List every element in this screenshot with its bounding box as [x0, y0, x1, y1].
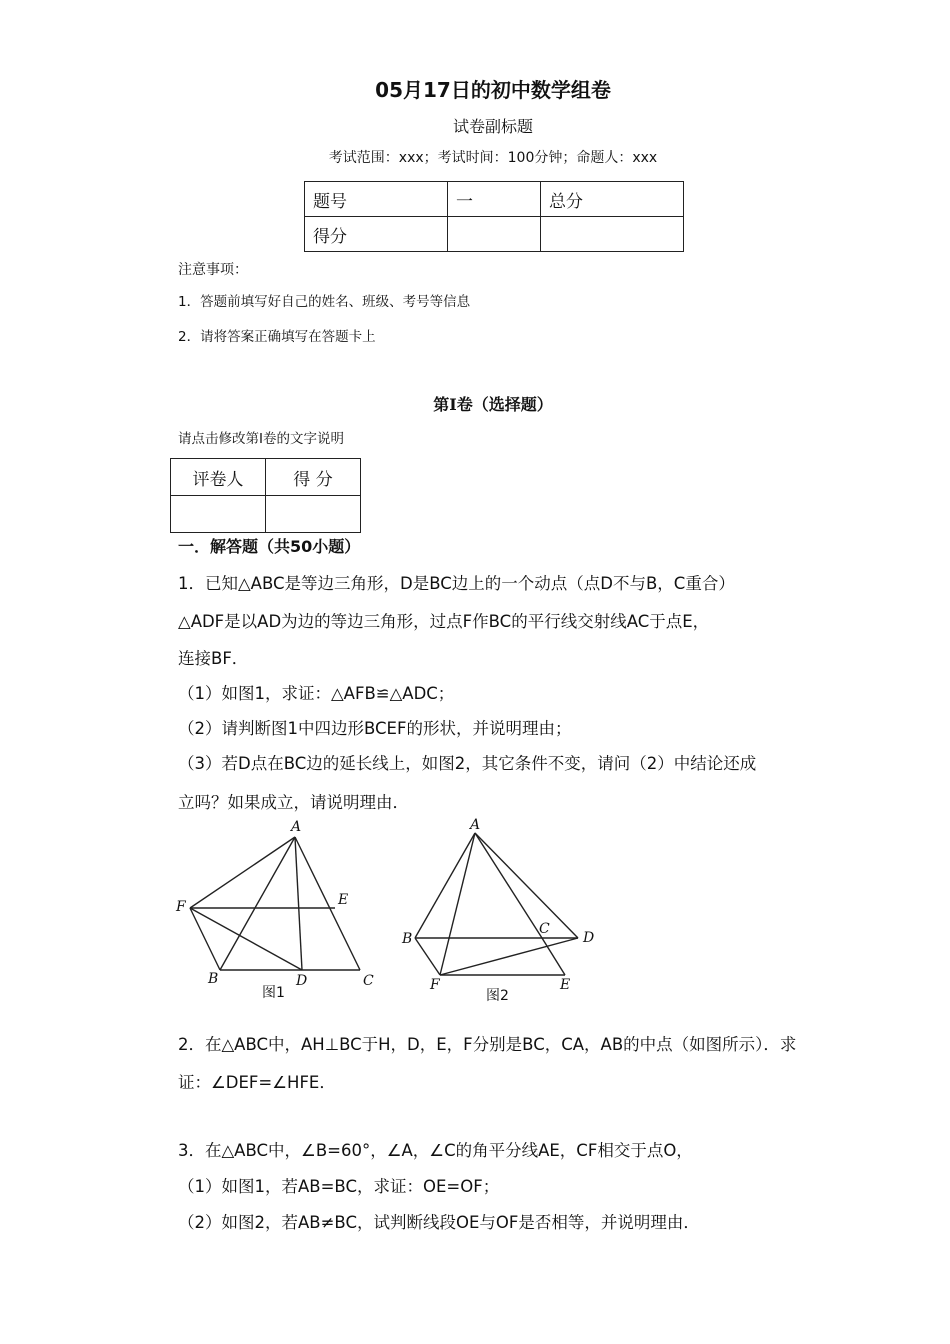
grader-cell: 评卷人 [171, 459, 266, 496]
question-line: 证：∠DEF=∠HFE． [178, 1073, 336, 1092]
question-line: （1）如图1，求证：△AFB≌△ADC； [178, 684, 455, 703]
segment-CE [542, 938, 565, 975]
section-title: 第Ⅰ卷（选择题） [433, 395, 553, 414]
question-line: （3）若D点在BC边的延长线上，如图2，其它条件不变，请问（2）中结论还成 [178, 754, 757, 773]
point-label: F [176, 899, 186, 915]
question-line: 1．已知△ABC是等边三角形，D是BC边上的一个动点（点D不与B，C重合） [178, 574, 735, 593]
segment-AD [475, 833, 578, 938]
score-table-row [305, 217, 684, 252]
segment-AC [295, 837, 360, 970]
score-table [304, 181, 684, 252]
notice-heading: 注意事项： [178, 262, 248, 278]
point-label: F [430, 977, 440, 993]
question-line: （2）如图2，若AB≠BC，试判断线段OE与OF是否相等，并说明理由． [178, 1213, 700, 1232]
grader-cell: 得 分 [266, 459, 361, 496]
point-label: D [583, 930, 595, 946]
score-cell [541, 217, 684, 252]
segment-FD [190, 908, 302, 970]
notice-item: 2．请将答案正确填写在答题卡上 [178, 329, 376, 345]
grader-row [171, 459, 361, 496]
exam-info: 考试范围：xxx；考试时间：100分钟；命题人：xxx [328, 150, 658, 166]
notice-item: 1．答题前填写好自己的姓名、班级、考号等信息 [178, 294, 471, 310]
figure-caption: 图1 [262, 985, 285, 1001]
point-label: B [402, 931, 413, 947]
question-line: 连接BF． [178, 649, 249, 668]
point-label: E [338, 892, 349, 908]
point-label: C [539, 921, 550, 937]
question-line: 2．在△ABC中，AH⊥BC于H，D，E，F分别是BC，CA，AB的中点（如图所示）．求 [178, 1035, 797, 1054]
score-cell: 总分 [541, 182, 684, 217]
grader-cell [266, 496, 361, 533]
score-cell [448, 217, 541, 252]
point-label: A [470, 817, 481, 833]
segment-FB [190, 908, 220, 970]
section-note: 请点击修改第I卷的文字说明 [178, 431, 344, 447]
segment-FD [440, 938, 578, 975]
segment-AB [415, 833, 475, 938]
question-line: △ADF是以AD为边的等边三角形，过点F作BC的平行线交射线AC于点E， [178, 612, 710, 631]
point-label: E [560, 977, 571, 993]
exam-subtitle: 试卷副标题 [452, 117, 533, 136]
grader-row [171, 496, 361, 533]
score-cell: 题号 [305, 182, 448, 217]
segment-AF [190, 837, 295, 908]
part-title: 一．解答题（共50小题） [178, 537, 361, 556]
figure-2-lines [415, 833, 578, 975]
segment-AB [220, 837, 295, 970]
grader-cell [171, 496, 266, 533]
segment-AC [475, 833, 542, 938]
point-label: B [208, 971, 219, 987]
question-line: 立吗？如果成立，请说明理由． [178, 793, 409, 812]
segment-AD [295, 837, 302, 970]
question-line: （1）如图1，若AB=BC，求证：OE=OF； [178, 1177, 500, 1196]
figure-1-lines [190, 837, 360, 970]
point-label: D [296, 973, 308, 989]
question-line: 3．在△ABC中，∠B=60°，∠A，∠C的角平分线AE，CF相交于点O， [178, 1141, 693, 1160]
segment-AF [440, 833, 475, 975]
score-table-row [305, 182, 684, 217]
point-label: C [363, 973, 374, 989]
score-cell: 一 [448, 182, 541, 217]
grader-table [170, 458, 361, 533]
exam-title: 05月17日的初中数学组卷 [375, 78, 611, 102]
score-cell: 得分 [305, 217, 448, 252]
segment-BF [415, 938, 440, 975]
question-line: （2）请判断图1中四边形BCEF的形状，并说明理由； [178, 719, 572, 738]
geometry-figure [170, 815, 610, 1005]
point-label: A [291, 819, 302, 835]
figure-caption: 图2 [486, 988, 509, 1004]
